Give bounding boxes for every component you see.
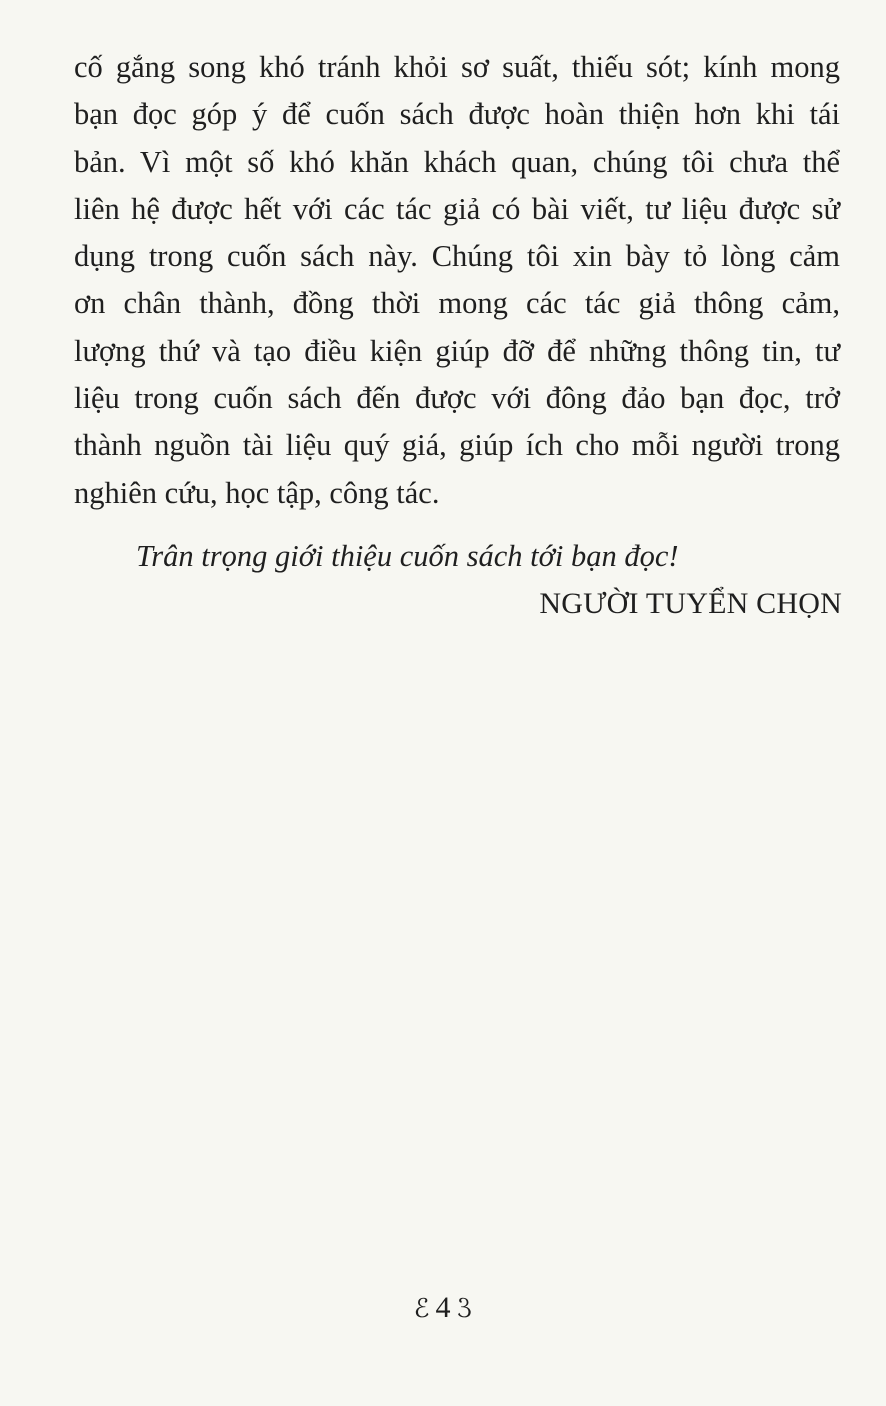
- body-paragraph: [74, 44, 840, 517]
- paragraph-line: lượng thứ và tạo điều kiện giúp đỡ để những thông tin, tư: [74, 333, 840, 368]
- page-footer: [0, 1288, 886, 1329]
- fleuron-left-icon: ℰ: [413, 1294, 430, 1324]
- paragraph-line: dụng trong cuốn sách này. Chúng tôi xin bày tỏ lòng cảm: [74, 239, 840, 274]
- paragraph-line: liệu trong cuốn sách đến được với đông đảo bạn đọc, trở: [74, 381, 840, 416]
- paragraph-line: liên hệ được hết với các tác giả có bài viết, tư liệu được sử: [74, 191, 840, 226]
- paragraph-line: cố gắng song khó tránh khỏi sơ suất, thiếu sót; kính mong: [74, 50, 840, 84]
- fleuron-right-icon: ℰ: [456, 1294, 473, 1324]
- closing-sentence: Trân trọng giới thiệu cuốn sách tới bạn đọc!: [136, 539, 679, 573]
- paragraph-line: bạn đọc góp ý để cuốn sách được hoàn thiện hơn khi tái: [74, 97, 840, 132]
- paragraph-line: thành nguồn tài liệu quý giá, giúp ích cho mỗi người trong: [74, 428, 840, 463]
- page-number: 4: [435, 1291, 451, 1324]
- paragraph-line: ơn chân thành, đồng thời mong các tác giả thông cảm,: [74, 286, 840, 321]
- paragraph-line: bản. Vì một số khó khăn khách quan, chúng tôi chưa thể: [74, 144, 840, 179]
- paragraph-line: nghiên cứu, học tập, công tác.: [74, 475, 440, 510]
- signature: NGƯỜI TUYỂN CHỌN: [539, 587, 842, 620]
